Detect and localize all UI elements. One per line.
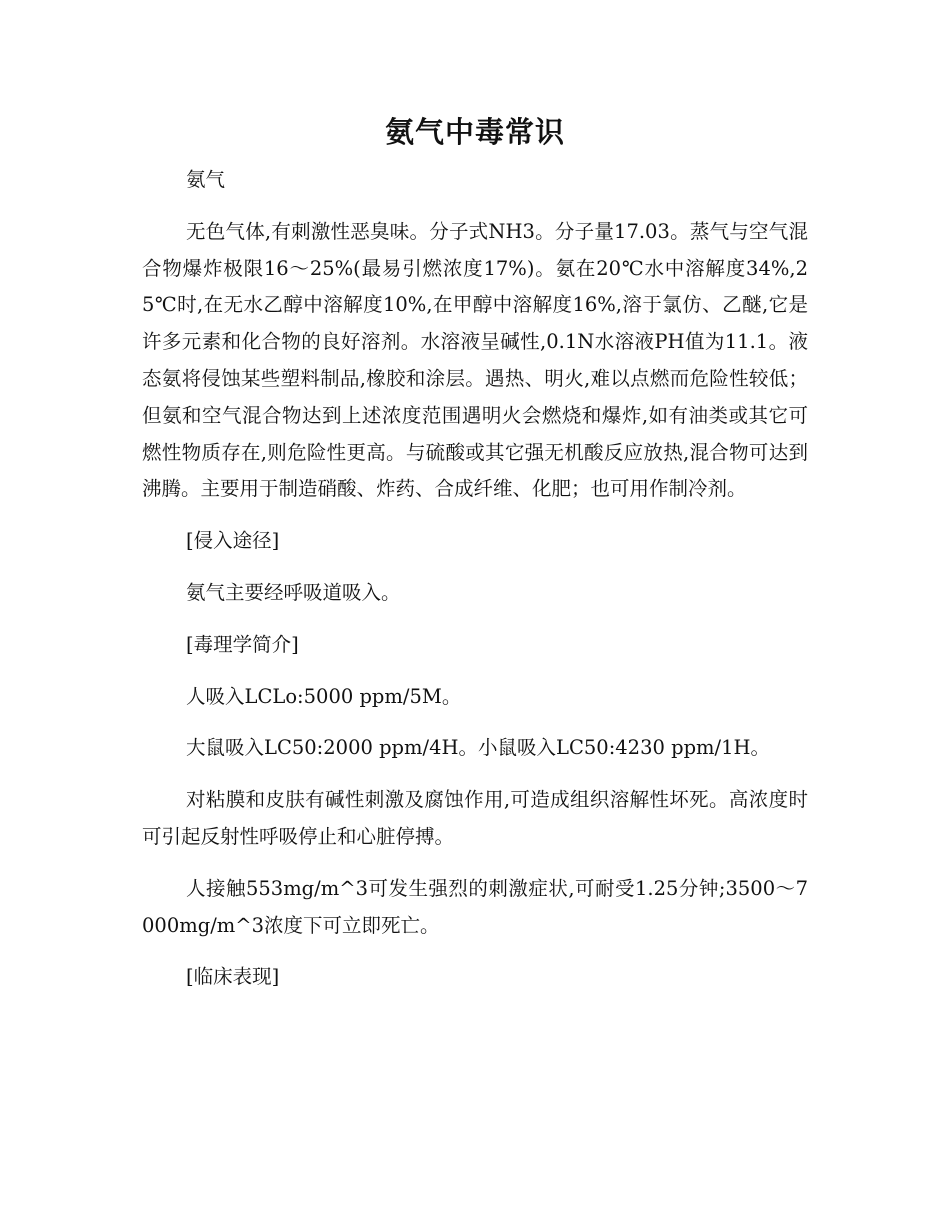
document-title: 氨气中毒常识 [384, 115, 565, 149]
paragraph-irritation-effects: 对粘膜和皮肤有碱性刺激及腐蚀作用,可造成组织溶解性坏死。高浓度时可引起反射性呼吸停止和心脏停搏。 [142, 788, 808, 848]
paragraph-animal-lc50: 大鼠吸入LC50:2000 ppm/4H。小鼠吸入LC50:4230 ppm/1H。 [186, 736, 771, 760]
paragraph-ammonia-label: 氨气 [186, 168, 226, 191]
paragraph-properties: 无色气体,有刺激性恶臭味。分子式NH3。分子量17.03。蒸气与空气混合物爆炸极限16～25%(最易引燃浓度17%)。氨在20℃水中溶解度34%,25℃时,在无水乙醇中溶解度10%,在甲醇中溶解度16%,溶于氯仿、乙醚,它是许多元素和化合物的良好溶剂。水溶液呈碱性,0.1N水溶液PH值为11.1。液态氨将侵蚀某些塑料制品,橡胶和涂层。遇热、明火,难以点燃而危险性较低；但氨和空气混合物达到上述浓度范围遇明火会燃烧和爆炸,如有油类或其它可燃性物质存在,则危险性更高。与硫酸或其它强无机酸反应放热,混合物可达到沸腾。主要用于制造硝酸、炸药、合成纤维、化肥；也可用作制冷剂。 [142, 219, 808, 501]
heading-clinical-manifestations: [临床表现] [186, 965, 280, 989]
heading-toxicology: [毒理学简介] [186, 632, 299, 656]
paragraph-human-exposure: 人接触553mg/m^3可发生强烈的刺激症状,可耐受1.25分钟;3500～7000mg/m^3浓度下可立即死亡。 [142, 876, 808, 937]
paragraph-human-lclo: 人吸入LCLo:5000 ppm/5M。 [186, 684, 462, 708]
heading-exposure-route: [侵入途径] [186, 529, 280, 553]
paragraph-exposure-route: 氨气主要经呼吸道吸入。 [186, 580, 401, 604]
document-body [142, 112, 808, 1011]
